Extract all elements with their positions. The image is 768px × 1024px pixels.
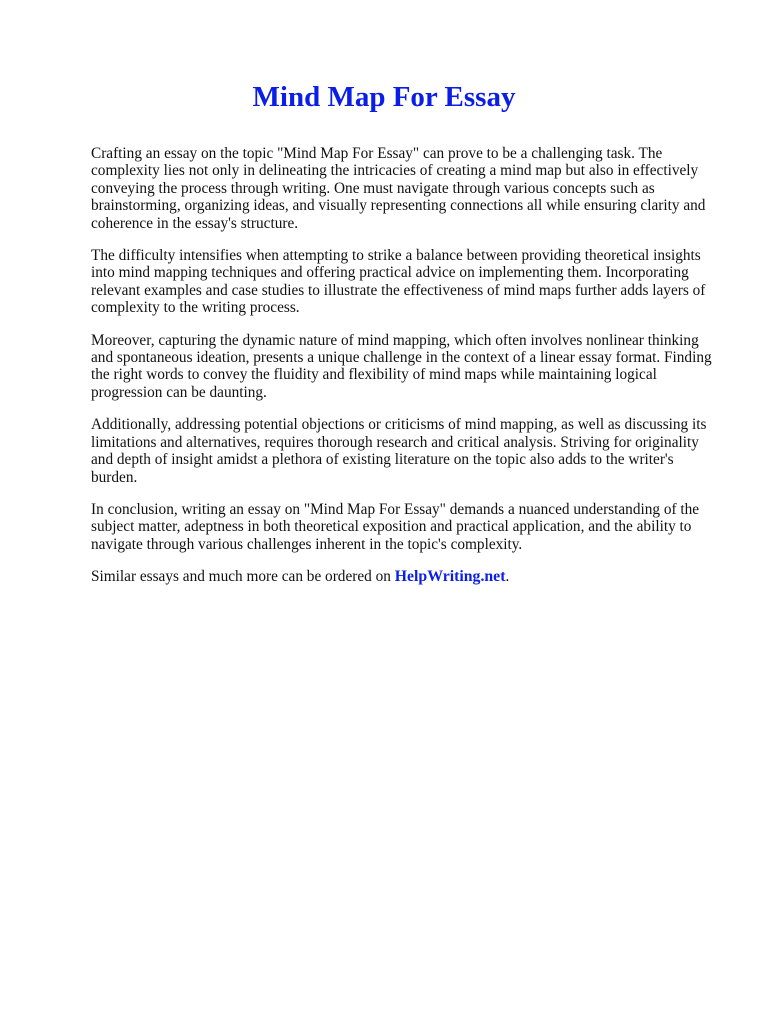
- paragraph-3: Moreover, capturing the dynamic nature of mind mapping, which often involves nonlinear thinking and spontaneous ideation, presents a unique challenge in the context of a linear essay format. Finding the right words to convey the fluidity and flexibility of mind maps while maintaining logical progression can be daunting.: [91, 331, 712, 401]
- page-title: Mind Map For Essay: [252, 81, 516, 113]
- document-body: [91, 145, 719, 601]
- paragraph-4: Additionally, addressing potential objections or criticisms of mind mapping, as well as discussing its limitations and alternatives, requires thorough research and critical analysis. Striving for originality and depth of insight amidst a plethora of existing literature on the topic also adds to the writer's burden.: [91, 416, 707, 486]
- helpwriting-link[interactable]: HelpWriting.net: [394, 568, 506, 586]
- paragraph-2: The difficulty intensifies when attempting to strike a balance between providing theoretical insights into mind mapping techniques and offering practical advice on implementing them. Incorporating relevant examples and case studies to illustrate the effectiveness of mind maps further adds layers of complexity to the writing process.: [91, 247, 706, 317]
- closing-prefix: Similar essays and much more can be ordered on: [91, 568, 395, 586]
- closing-suffix: .: [505, 568, 510, 586]
- paragraph-5: In conclusion, writing an essay on "Mind Map For Essay" demands a nuanced understanding of the subject matter, adeptness in both theoretical exposition and practical application, and the ability to navigate through various challenges inherent in the topic's complexity.: [91, 500, 700, 553]
- paragraph-1: Crafting an essay on the topic "Mind Map For Essay" can prove to be a challenging task. The complexity lies not only in delineating the intricacies of creating a mind map but also in effectively conveying the process through writing. One must navigate through various concepts such as brainstorming, organizing ideas, and visually representing connections all while ensuring clarity and coherence in the essay's structure.: [91, 145, 706, 232]
- closing-paragraph: [91, 568, 719, 585]
